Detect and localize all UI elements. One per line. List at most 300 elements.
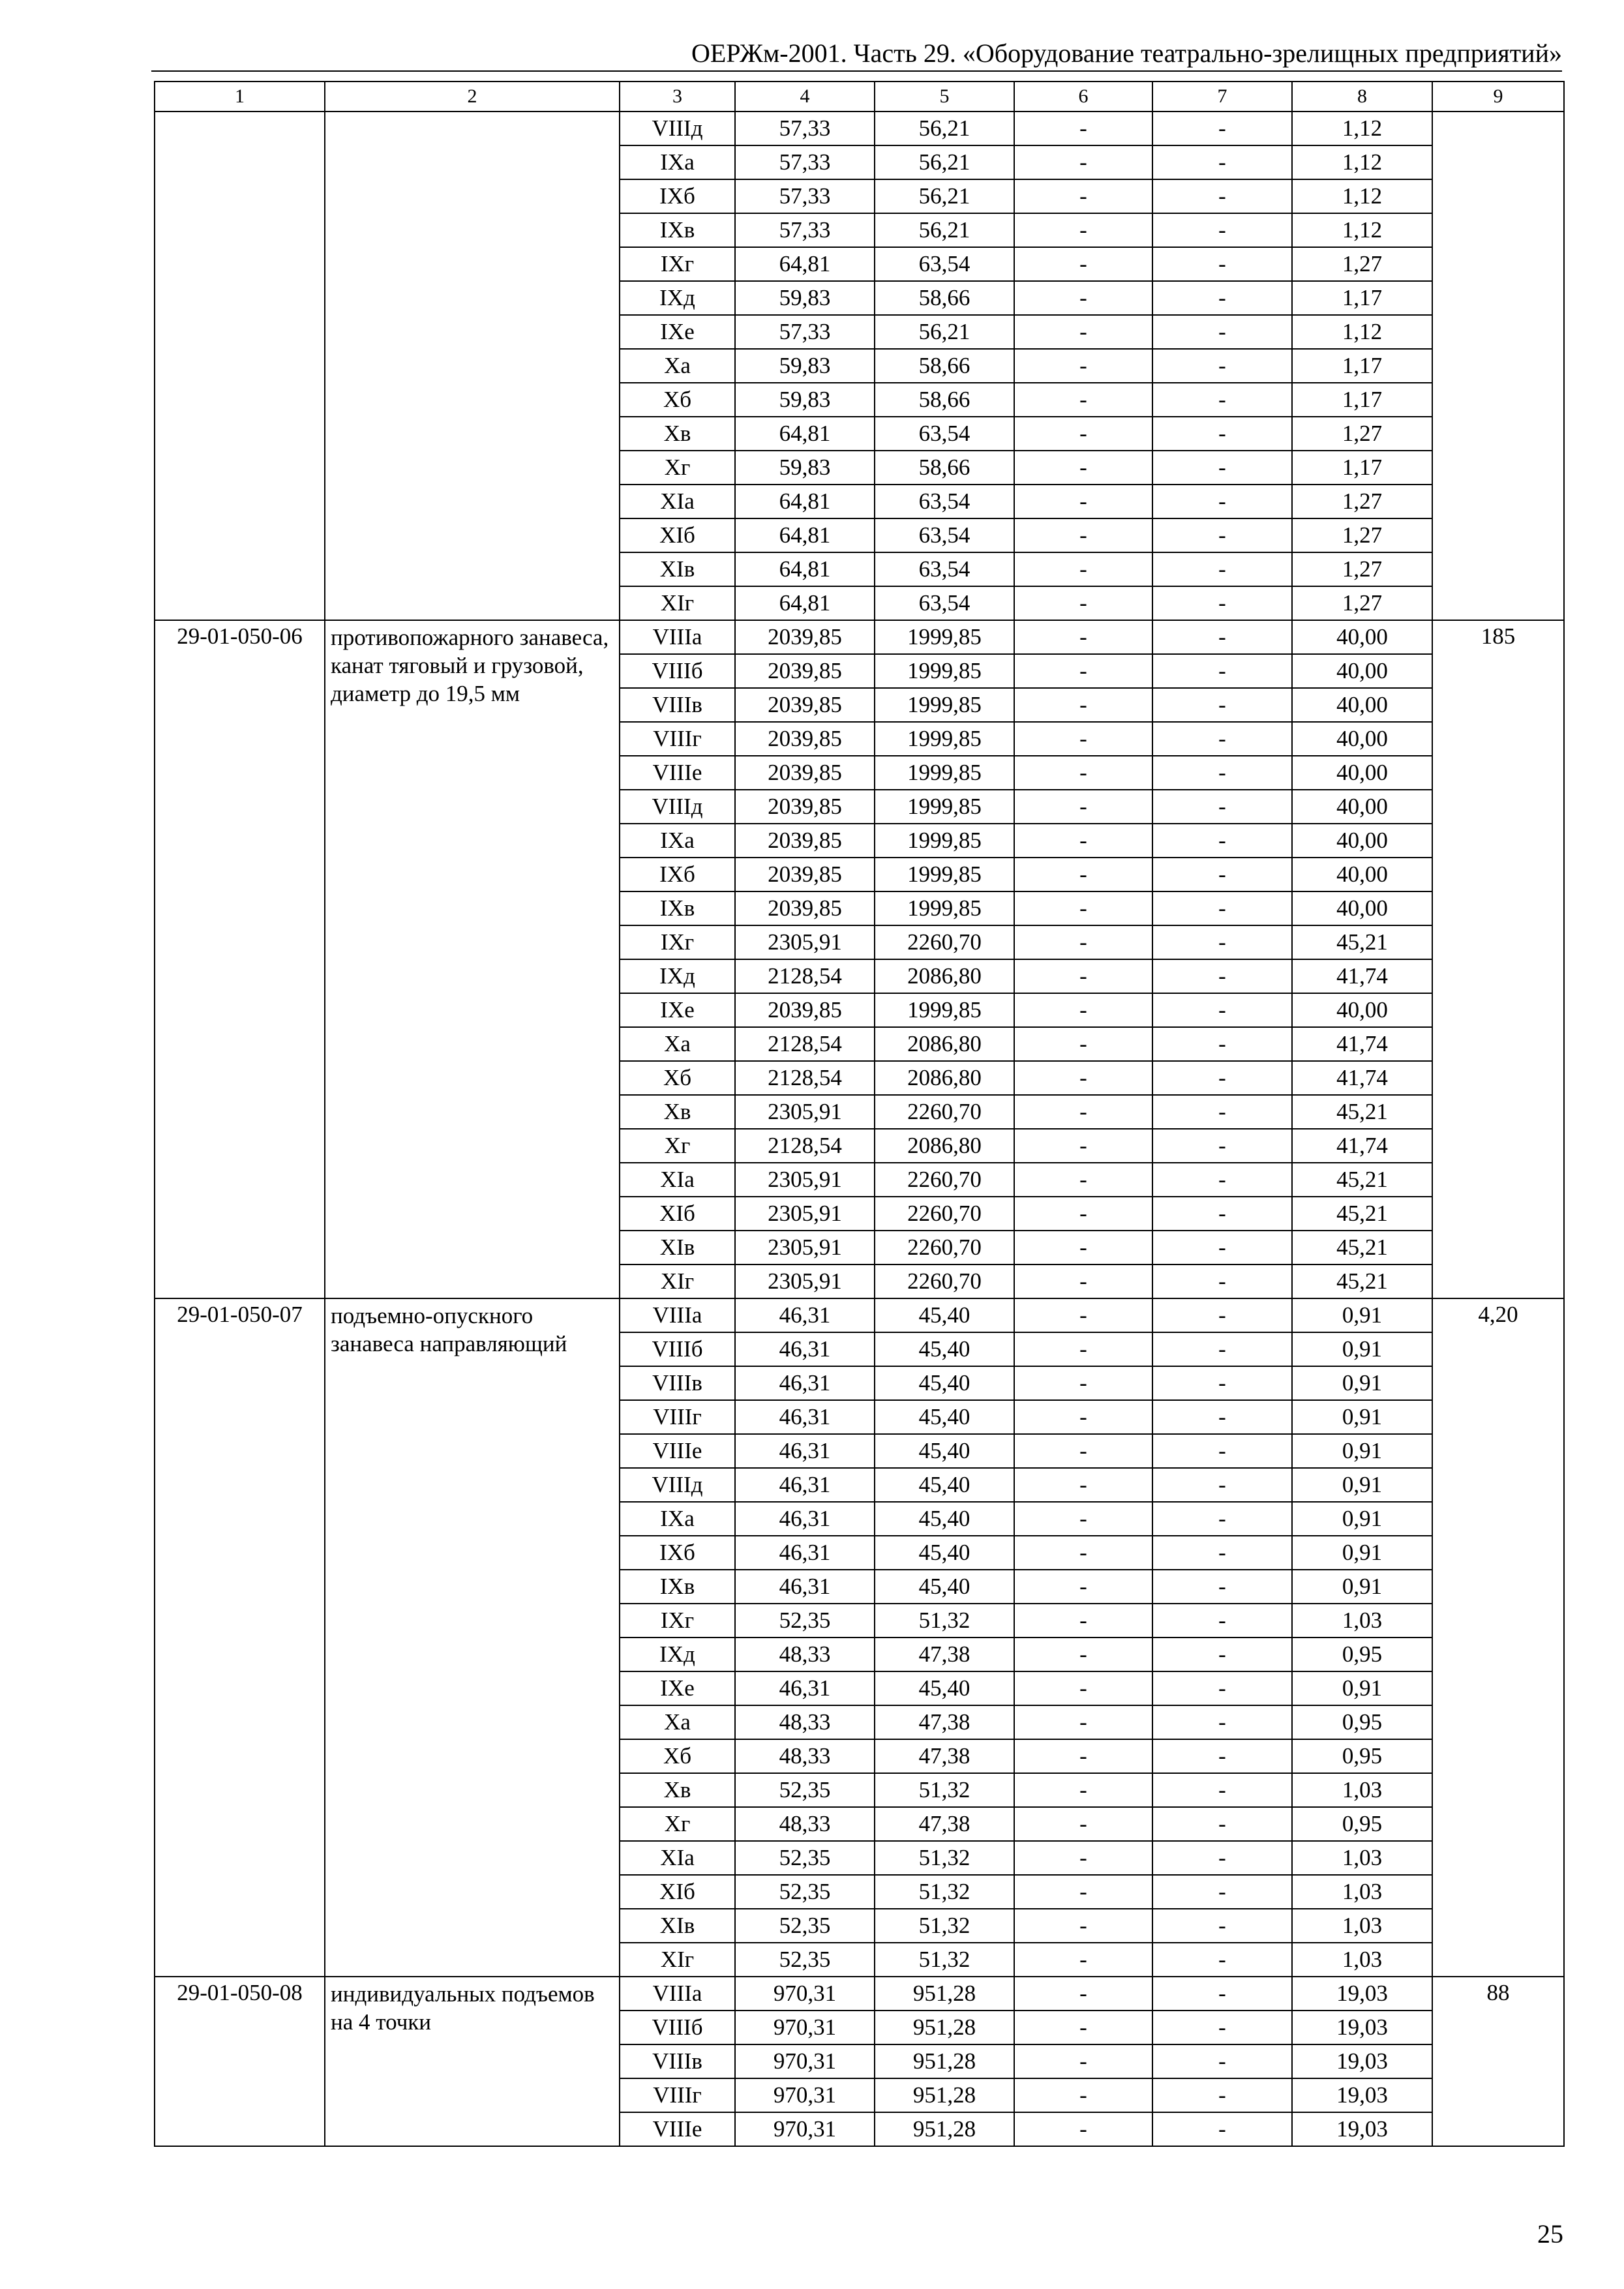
value-cell: 41,74 (1292, 959, 1432, 993)
page-number: 25 (1537, 2219, 1563, 2249)
value-cell: 0,91 (1292, 1298, 1432, 1332)
value-cell: - (1014, 112, 1152, 145)
value-cell: - (1014, 1909, 1152, 1943)
value-cell: 1999,85 (875, 654, 1014, 688)
value-cell: - (1014, 1298, 1152, 1332)
value-cell: - (1152, 1400, 1292, 1434)
zone-cell: IXд (620, 959, 735, 993)
value-cell: 1,27 (1292, 518, 1432, 552)
zone-cell: IXд (620, 1638, 735, 1671)
zone-cell: IXe (620, 315, 735, 349)
value-cell: - (1152, 451, 1292, 485)
value-cell: 45,40 (875, 1400, 1014, 1434)
zone-cell: VIIIe (620, 2112, 735, 2146)
value-cell: 1,03 (1292, 1841, 1432, 1875)
value-cell: 46,31 (735, 1502, 875, 1536)
value-cell: 0,91 (1292, 1671, 1432, 1705)
rates-table (154, 81, 1565, 2147)
value-cell: - (1014, 1875, 1152, 1909)
value-cell: - (1014, 1434, 1152, 1468)
table-row (155, 112, 1564, 145)
value-cell: 1,03 (1292, 1875, 1432, 1909)
value-cell: 2305,91 (735, 925, 875, 959)
value-cell: 2039,85 (735, 891, 875, 925)
value-cell: - (1014, 213, 1152, 247)
value-cell: 2260,70 (875, 1095, 1014, 1129)
value-cell: - (1152, 1095, 1292, 1129)
value-cell: 1999,85 (875, 993, 1014, 1027)
zone-cell: VIIIб (620, 2011, 735, 2044)
value-cell: 1999,85 (875, 891, 1014, 925)
zone-cell: VIIIa (620, 1977, 735, 2011)
value-cell: 46,31 (735, 1434, 875, 1468)
value-cell: 45,21 (1292, 925, 1432, 959)
value-cell: 1,27 (1292, 247, 1432, 281)
value-cell: 51,32 (875, 1875, 1014, 1909)
value-cell: 64,81 (735, 417, 875, 451)
value-cell: - (1014, 993, 1152, 1027)
value-cell: 57,33 (735, 179, 875, 213)
value-cell: 19,03 (1292, 2044, 1432, 2078)
value-cell: 2039,85 (735, 722, 875, 756)
value-cell: - (1014, 790, 1152, 824)
value-cell: - (1152, 1366, 1292, 1400)
value-cell: 40,00 (1292, 722, 1432, 756)
value-cell: - (1152, 1434, 1292, 1468)
zone-cell: XIa (620, 1163, 735, 1197)
value-cell: 47,38 (875, 1739, 1014, 1773)
value-cell: 0,91 (1292, 1434, 1432, 1468)
column-header: 2 (325, 82, 620, 112)
value-cell: 0,95 (1292, 1739, 1432, 1773)
value-cell: - (1014, 620, 1152, 654)
value-cell: 2305,91 (735, 1264, 875, 1298)
value-cell: 52,35 (735, 1604, 875, 1638)
value-cell: - (1152, 688, 1292, 722)
value-cell: 970,31 (735, 1977, 875, 2011)
value-cell: 45,40 (875, 1502, 1014, 1536)
value-cell: 47,38 (875, 1807, 1014, 1841)
value-cell: - (1152, 1231, 1292, 1264)
column-header: 5 (875, 82, 1014, 112)
value-cell: 1,12 (1292, 179, 1432, 213)
value-cell: - (1152, 1502, 1292, 1536)
value-cell: 1,12 (1292, 213, 1432, 247)
value-cell: - (1152, 1061, 1292, 1095)
zone-cell: XIб (620, 1197, 735, 1231)
zone-cell: VIIIв (620, 1366, 735, 1400)
value-cell: 64,81 (735, 485, 875, 518)
value-cell: - (1152, 2011, 1292, 2044)
zone-cell: XIв (620, 1231, 735, 1264)
value-cell: - (1014, 1264, 1152, 1298)
value-cell: - (1152, 790, 1292, 824)
zone-cell: XIa (620, 485, 735, 518)
value-cell: 48,33 (735, 1638, 875, 1671)
value-cell: - (1152, 1977, 1292, 2011)
value-cell: 59,83 (735, 349, 875, 383)
value-cell: 1,17 (1292, 349, 1432, 383)
value-cell: - (1152, 1570, 1292, 1604)
zone-cell: XIa (620, 1841, 735, 1875)
value-cell: - (1014, 925, 1152, 959)
zone-cell: VIIIд (620, 112, 735, 145)
value-cell: 2039,85 (735, 654, 875, 688)
value-cell: - (1014, 1739, 1152, 1773)
value-cell: - (1152, 993, 1292, 1027)
value-cell: - (1152, 1468, 1292, 1502)
value-cell: 2086,80 (875, 1129, 1014, 1163)
value-cell: - (1152, 858, 1292, 891)
value-cell: 951,28 (875, 1977, 1014, 2011)
zone-cell: IXa (620, 145, 735, 179)
value-cell: - (1152, 1604, 1292, 1638)
zone-cell: IXв (620, 213, 735, 247)
zone-cell: VIIIa (620, 1298, 735, 1332)
value-cell: - (1014, 959, 1152, 993)
zone-cell: IXв (620, 1570, 735, 1604)
value-cell: 46,31 (735, 1468, 875, 1502)
value-cell: 45,40 (875, 1298, 1014, 1332)
value-cell: - (1014, 1061, 1152, 1095)
value-cell: 63,54 (875, 417, 1014, 451)
value-cell: - (1014, 2078, 1152, 2112)
value-cell: - (1152, 1536, 1292, 1570)
value-cell: - (1014, 179, 1152, 213)
rate-description-cell: подъемно-опускного занавеса направляющий (325, 1298, 620, 1977)
value-cell: 45,21 (1292, 1163, 1432, 1197)
value-cell: 51,32 (875, 1604, 1014, 1638)
value-cell: - (1014, 145, 1152, 179)
column-header: 6 (1014, 82, 1152, 112)
value-cell: 1999,85 (875, 824, 1014, 858)
value-cell: 2260,70 (875, 1197, 1014, 1231)
column-header: 7 (1152, 82, 1292, 112)
zone-cell: XIг (620, 1943, 735, 1977)
value-cell: - (1152, 925, 1292, 959)
value-cell: 57,33 (735, 315, 875, 349)
zone-cell: XIг (620, 586, 735, 620)
zone-cell: IXe (620, 1671, 735, 1705)
value-cell: - (1152, 1163, 1292, 1197)
zone-cell: IXб (620, 858, 735, 891)
value-cell: 45,40 (875, 1468, 1014, 1502)
value-cell: - (1152, 349, 1292, 383)
value-cell: 1,17 (1292, 451, 1432, 485)
value-cell: - (1014, 1604, 1152, 1638)
value-cell: - (1014, 1773, 1152, 1807)
value-cell: 0,91 (1292, 1570, 1432, 1604)
value-cell: 45,40 (875, 1570, 1014, 1604)
value-cell: 45,40 (875, 1332, 1014, 1366)
value-cell: 1,03 (1292, 1604, 1432, 1638)
value-cell: - (1152, 1943, 1292, 1977)
value-cell: 2305,91 (735, 1163, 875, 1197)
zone-cell: Xв (620, 1773, 735, 1807)
value-cell: 2039,85 (735, 756, 875, 790)
value-cell: - (1014, 688, 1152, 722)
value-cell: - (1014, 383, 1152, 417)
value-cell: - (1014, 1095, 1152, 1129)
value-cell: 45,21 (1292, 1231, 1432, 1264)
value-cell: 19,03 (1292, 2078, 1432, 2112)
value-cell: 2086,80 (875, 1061, 1014, 1095)
rate-code-cell: 29-01-050-06 (155, 620, 325, 1298)
value-cell: 19,03 (1292, 2112, 1432, 2146)
value-cell: 51,32 (875, 1773, 1014, 1807)
column-header: 8 (1292, 82, 1432, 112)
value-cell: 64,81 (735, 518, 875, 552)
value-cell: 40,00 (1292, 688, 1432, 722)
value-cell: 2039,85 (735, 790, 875, 824)
value-cell: 1,03 (1292, 1909, 1432, 1943)
value-cell: 0,91 (1292, 1332, 1432, 1366)
value-cell: - (1152, 112, 1292, 145)
value-cell: - (1152, 722, 1292, 756)
zone-cell: VIIIд (620, 790, 735, 824)
value-cell: 64,81 (735, 552, 875, 586)
value-cell: 1999,85 (875, 858, 1014, 891)
value-cell: 48,33 (735, 1807, 875, 1841)
zone-cell: Xг (620, 1807, 735, 1841)
value-cell: 45,21 (1292, 1264, 1432, 1298)
header-divider (151, 70, 1562, 72)
zone-cell: Xв (620, 1095, 735, 1129)
value-cell: - (1014, 1570, 1152, 1604)
value-cell: 970,31 (735, 2011, 875, 2044)
zone-cell: IXб (620, 179, 735, 213)
value-cell: 48,33 (735, 1705, 875, 1739)
zone-cell: Xг (620, 1129, 735, 1163)
zone-cell: Xб (620, 1739, 735, 1773)
value-cell: 57,33 (735, 112, 875, 145)
value-cell: 45,40 (875, 1366, 1014, 1400)
value-cell: 1999,85 (875, 790, 1014, 824)
value-cell: 951,28 (875, 2011, 1014, 2044)
zone-cell: VIIIг (620, 2078, 735, 2112)
value-cell: 40,00 (1292, 824, 1432, 858)
value-cell: - (1014, 281, 1152, 315)
value-cell: - (1152, 247, 1292, 281)
value-cell: - (1152, 2044, 1292, 2078)
value-cell: - (1014, 654, 1152, 688)
value-cell: 0,91 (1292, 1502, 1432, 1536)
zone-cell: XIб (620, 1875, 735, 1909)
rate-description-cell: противопожарного занавеса, канат тяговый и грузовой, диаметр до 19,5 мм (325, 620, 620, 1298)
rate-code-cell: 29-01-050-08 (155, 1977, 325, 2146)
value-cell: 2039,85 (735, 993, 875, 1027)
value-cell: 0,91 (1292, 1536, 1432, 1570)
value-cell: - (1152, 552, 1292, 586)
value-cell: 56,21 (875, 112, 1014, 145)
value-cell: 2039,85 (735, 824, 875, 858)
value-cell: - (1152, 1875, 1292, 1909)
zone-cell: IXa (620, 824, 735, 858)
value-cell: - (1152, 1841, 1292, 1875)
zone-cell: VIIIe (620, 1434, 735, 1468)
value-cell: 951,28 (875, 2112, 1014, 2146)
value-cell: 2128,54 (735, 959, 875, 993)
zone-cell: Xб (620, 383, 735, 417)
value-cell: 63,54 (875, 518, 1014, 552)
value-cell: - (1152, 1705, 1292, 1739)
zone-cell: XIг (620, 1264, 735, 1298)
value-cell: - (1152, 315, 1292, 349)
value-cell: 41,74 (1292, 1129, 1432, 1163)
value-cell: 951,28 (875, 2044, 1014, 2078)
value-cell: - (1014, 451, 1152, 485)
value-cell: 2086,80 (875, 959, 1014, 993)
value-cell: - (1014, 1400, 1152, 1434)
value-cell: 970,31 (735, 2044, 875, 2078)
value-cell: 57,33 (735, 213, 875, 247)
value-cell: 0,91 (1292, 1366, 1432, 1400)
value-cell: 970,31 (735, 2112, 875, 2146)
value-cell: 0,95 (1292, 1807, 1432, 1841)
rate-code-cell (155, 112, 325, 620)
zone-cell: XIв (620, 552, 735, 586)
zone-cell: VIIIг (620, 722, 735, 756)
value-cell: 46,31 (735, 1400, 875, 1434)
value-cell: - (1152, 417, 1292, 451)
value-cell: - (1014, 1129, 1152, 1163)
value-cell: 56,21 (875, 315, 1014, 349)
value-cell: 41,74 (1292, 1027, 1432, 1061)
value-cell: 45,40 (875, 1536, 1014, 1570)
value-cell: - (1014, 315, 1152, 349)
value-cell: 0,95 (1292, 1638, 1432, 1671)
value-cell: 59,83 (735, 281, 875, 315)
column-header: 4 (735, 82, 875, 112)
value-cell: 1999,85 (875, 620, 1014, 654)
value-cell: 52,35 (735, 1909, 875, 1943)
value-cell: - (1014, 485, 1152, 518)
zone-cell: VIIIв (620, 2044, 735, 2078)
value-cell: - (1152, 1332, 1292, 1366)
value-cell: - (1014, 1977, 1152, 2011)
value-cell: 46,31 (735, 1570, 875, 1604)
value-cell: - (1014, 247, 1152, 281)
zone-cell: VIIIв (620, 688, 735, 722)
value-cell: 63,54 (875, 552, 1014, 586)
value-cell: - (1152, 2078, 1292, 2112)
value-cell: - (1152, 586, 1292, 620)
value-cell: - (1014, 586, 1152, 620)
value-cell: - (1014, 1027, 1152, 1061)
value-cell: - (1152, 1739, 1292, 1773)
value-cell: 2039,85 (735, 858, 875, 891)
value-cell: - (1014, 1366, 1152, 1400)
value-cell: - (1014, 756, 1152, 790)
value-cell: 0,91 (1292, 1400, 1432, 1434)
value-cell: 56,21 (875, 213, 1014, 247)
value-cell: - (1152, 1129, 1292, 1163)
value-cell: 58,66 (875, 451, 1014, 485)
value-cell: 1,03 (1292, 1943, 1432, 1977)
value-cell: 40,00 (1292, 620, 1432, 654)
value-cell: 51,32 (875, 1909, 1014, 1943)
value-cell: - (1014, 891, 1152, 925)
value-cell: 19,03 (1292, 1977, 1432, 2011)
table-row (155, 1977, 1564, 2011)
value-cell: - (1152, 2112, 1292, 2146)
value-cell: - (1014, 1163, 1152, 1197)
zone-cell: VIIIб (620, 654, 735, 688)
value-cell: 40,00 (1292, 993, 1432, 1027)
value-cell: 56,21 (875, 179, 1014, 213)
value-cell: - (1014, 1468, 1152, 1502)
rate-description-cell (325, 112, 620, 620)
value-cell: 970,31 (735, 2078, 875, 2112)
value-cell: 45,40 (875, 1434, 1014, 1468)
value-cell: - (1014, 417, 1152, 451)
value-cell: - (1014, 1943, 1152, 1977)
value-cell: - (1014, 1231, 1152, 1264)
value-cell: 46,31 (735, 1671, 875, 1705)
value-cell: - (1014, 518, 1152, 552)
value-cell: - (1014, 2044, 1152, 2078)
zone-cell: VIIIб (620, 1332, 735, 1366)
value-cell: 46,31 (735, 1332, 875, 1366)
value-cell: 1,12 (1292, 315, 1432, 349)
value-cell: 45,40 (875, 1671, 1014, 1705)
value-cell: - (1152, 1671, 1292, 1705)
column-9-cell: 4,20 (1432, 1298, 1564, 1977)
zone-cell: VIIIe (620, 756, 735, 790)
value-cell: - (1152, 756, 1292, 790)
value-cell: 64,81 (735, 247, 875, 281)
value-cell: - (1014, 2011, 1152, 2044)
value-cell: 46,31 (735, 1298, 875, 1332)
value-cell: 2128,54 (735, 1061, 875, 1095)
value-cell: 2086,80 (875, 1027, 1014, 1061)
zone-cell: Xб (620, 1061, 735, 1095)
value-cell: 52,35 (735, 1773, 875, 1807)
column-9-cell: 185 (1432, 620, 1564, 1298)
value-cell: 2039,85 (735, 688, 875, 722)
value-cell: - (1014, 552, 1152, 586)
value-cell: - (1152, 1773, 1292, 1807)
table-body (155, 112, 1564, 2146)
value-cell: - (1152, 620, 1292, 654)
value-cell: - (1152, 145, 1292, 179)
value-cell: - (1152, 518, 1292, 552)
value-cell: - (1014, 824, 1152, 858)
zone-cell: Xa (620, 1705, 735, 1739)
value-cell: 1999,85 (875, 756, 1014, 790)
value-cell: 40,00 (1292, 756, 1432, 790)
value-cell: 2260,70 (875, 925, 1014, 959)
value-cell: 58,66 (875, 383, 1014, 417)
value-cell: 2128,54 (735, 1129, 875, 1163)
value-cell: 47,38 (875, 1638, 1014, 1671)
zone-cell: IXe (620, 993, 735, 1027)
zone-cell: VIIIa (620, 620, 735, 654)
value-cell: 1,27 (1292, 485, 1432, 518)
value-cell: - (1014, 1197, 1152, 1231)
column-header: 9 (1432, 82, 1564, 112)
zone-cell: Xa (620, 349, 735, 383)
value-cell: 40,00 (1292, 891, 1432, 925)
column-header: 3 (620, 82, 735, 112)
value-cell: 1,27 (1292, 552, 1432, 586)
value-cell: - (1152, 383, 1292, 417)
value-cell: - (1152, 1298, 1292, 1332)
value-cell: - (1152, 654, 1292, 688)
column-9-cell (1432, 112, 1564, 620)
value-cell: 46,31 (735, 1536, 875, 1570)
value-cell: 40,00 (1292, 790, 1432, 824)
